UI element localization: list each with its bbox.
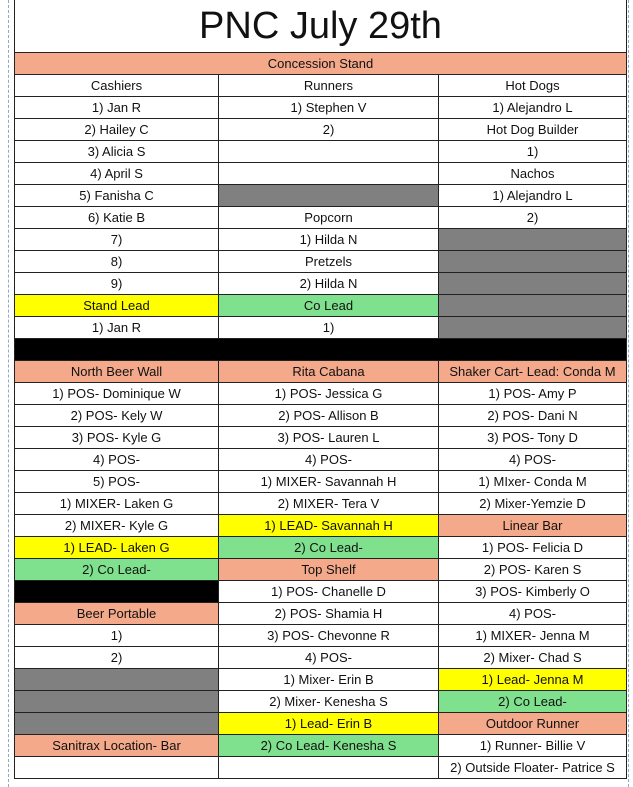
north-beer-wall-header[interactable]: North Beer Wall: [15, 361, 219, 383]
blocked-cell[interactable]: [15, 713, 219, 735]
north-beer-wall-cell[interactable]: 5) POS-: [15, 471, 219, 493]
north-beer-wall-cell[interactable]: 3) POS- Kyle G: [15, 427, 219, 449]
beer-portable-cell[interactable]: 1): [15, 625, 219, 647]
top-shelf-cell[interactable]: 3) POS- Chevonne R: [219, 625, 439, 647]
rita-cabana-cell[interactable]: 1) POS- Jessica G: [219, 383, 439, 405]
linear-bar-cell[interactable]: 1) POS- Felicia D: [439, 537, 627, 559]
blocked-cell[interactable]: [15, 669, 219, 691]
pretzels-header[interactable]: Pretzels: [219, 251, 439, 273]
rita-cabana-lead-cell[interactable]: 1) LEAD- Savannah H: [219, 515, 439, 537]
hot-dogs-header[interactable]: Hot Dogs: [439, 75, 627, 97]
rita-cabana-cell[interactable]: 3) POS- Lauren L: [219, 427, 439, 449]
beer-portable-header[interactable]: Beer Portable: [15, 603, 219, 625]
top-shelf-cell[interactable]: 2) POS- Shamia H: [219, 603, 439, 625]
rita-cabana-cell[interactable]: 4) POS-: [219, 449, 439, 471]
concession-stand-header[interactable]: Concession Stand: [15, 53, 627, 75]
hot-dog-builder-cell[interactable]: 1): [439, 141, 627, 163]
north-beer-wall-cell[interactable]: 2) MIXER- Kyle G: [15, 515, 219, 537]
stand-lead-cell[interactable]: 1) Jan R: [15, 317, 219, 339]
shaker-cart-cell[interactable]: 1) POS- Amy P: [439, 383, 627, 405]
blocked-cell[interactable]: [439, 273, 627, 295]
popcorn-cell[interactable]: 1) Hilda N: [219, 229, 439, 251]
top-shelf-cell[interactable]: 1) POS- Chanelle D: [219, 581, 439, 603]
rita-cabana-cell[interactable]: 1) MIXER- Savannah H: [219, 471, 439, 493]
cashier-cell[interactable]: 8): [15, 251, 219, 273]
empty-cell[interactable]: [219, 163, 439, 185]
north-beer-wall-cell[interactable]: 2) POS- Kely W: [15, 405, 219, 427]
empty-cell[interactable]: [219, 757, 439, 779]
linear-bar-cell[interactable]: 1) MIXER- Jenna M: [439, 625, 627, 647]
co-lead-cell[interactable]: 1): [219, 317, 439, 339]
runners-header[interactable]: Runners: [219, 75, 439, 97]
north-beer-wall-cell[interactable]: 1) MIXER- Laken G: [15, 493, 219, 515]
cashier-cell[interactable]: 6) Katie B: [15, 207, 219, 229]
north-beer-wall-cell[interactable]: 4) POS-: [15, 449, 219, 471]
runner-cell[interactable]: 2): [219, 119, 439, 141]
rita-cabana-co-lead-cell[interactable]: 2) Co Lead-: [219, 537, 439, 559]
section-divider[interactable]: [15, 581, 219, 603]
shaker-cart-cell[interactable]: 4) POS-: [439, 449, 627, 471]
outdoor-runner-cell[interactable]: 1) Runner- Billie V: [439, 735, 627, 757]
top-shelf-cell[interactable]: 2) Mixer- Kenesha S: [219, 691, 439, 713]
cashier-cell[interactable]: 5) Fanisha C: [15, 185, 219, 207]
blocked-cell[interactable]: [219, 185, 439, 207]
cashier-cell[interactable]: 2) Hailey C: [15, 119, 219, 141]
blocked-cell[interactable]: [439, 251, 627, 273]
shaker-cart-cell[interactable]: 1) MIxer- Conda M: [439, 471, 627, 493]
hot-dog-builder-header[interactable]: Hot Dog Builder: [439, 119, 627, 141]
linear-bar-header[interactable]: Linear Bar: [439, 515, 627, 537]
beer-portable-cell[interactable]: 2): [15, 647, 219, 669]
linear-bar-lead-cell[interactable]: 1) Lead- Jenna M: [439, 669, 627, 691]
top-shelf-cell[interactable]: 1) Mixer- Erin B: [219, 669, 439, 691]
sanitrax-location-cell[interactable]: Sanitrax Location- Bar: [15, 735, 219, 757]
top-shelf-co-lead-cell[interactable]: 2) Co Lead- Kenesha S: [219, 735, 439, 757]
top-shelf-cell[interactable]: 4) POS-: [219, 647, 439, 669]
sheet-gridline-right: [628, 0, 629, 787]
nachos-cell[interactable]: 2): [439, 207, 627, 229]
section-divider[interactable]: [15, 339, 627, 361]
north-beer-wall-lead-cell[interactable]: 1) LEAD- Laken G: [15, 537, 219, 559]
linear-bar-cell[interactable]: 4) POS-: [439, 603, 627, 625]
page-title[interactable]: PNC July 29th: [15, 0, 627, 53]
rita-cabana-cell[interactable]: 2) MIXER- Tera V: [219, 493, 439, 515]
linear-bar-cell[interactable]: 2) POS- Karen S: [439, 559, 627, 581]
nachos-cell[interactable]: 1) Alejandro L: [439, 185, 627, 207]
empty-cell[interactable]: [219, 141, 439, 163]
cashier-cell[interactable]: 3) Alicia S: [15, 141, 219, 163]
sheet-gridline-left: [8, 0, 9, 787]
shaker-cart-header[interactable]: Shaker Cart- Lead: Conda M: [439, 361, 627, 383]
cashiers-header[interactable]: Cashiers: [15, 75, 219, 97]
linear-bar-cell[interactable]: 3) POS- Kimberly O: [439, 581, 627, 603]
nachos-header[interactable]: Nachos: [439, 163, 627, 185]
linear-bar-co-lead-cell[interactable]: 2) Co Lead-: [439, 691, 627, 713]
pretzels-cell[interactable]: 2) Hilda N: [219, 273, 439, 295]
hot-dogs-cell[interactable]: 1) Alejandro L: [439, 97, 627, 119]
linear-bar-cell[interactable]: 2) Mixer- Chad S: [439, 647, 627, 669]
popcorn-header[interactable]: Popcorn: [219, 207, 439, 229]
cashier-cell[interactable]: 1) Jan R: [15, 97, 219, 119]
co-lead-header[interactable]: Co Lead: [219, 295, 439, 317]
blocked-cell[interactable]: [439, 229, 627, 251]
shaker-cart-cell[interactable]: 3) POS- Tony D: [439, 427, 627, 449]
north-beer-wall-cell[interactable]: 1) POS- Dominique W: [15, 383, 219, 405]
schedule-sheet: [14, 0, 627, 779]
cashier-cell[interactable]: 7): [15, 229, 219, 251]
outdoor-runner-header[interactable]: Outdoor Runner: [439, 713, 627, 735]
cashier-cell[interactable]: 4) April S: [15, 163, 219, 185]
runner-cell[interactable]: 1) Stephen V: [219, 97, 439, 119]
cashier-cell[interactable]: 9): [15, 273, 219, 295]
blocked-cell[interactable]: [439, 295, 627, 317]
blocked-cell[interactable]: [15, 691, 219, 713]
stand-lead-header[interactable]: Stand Lead: [15, 295, 219, 317]
top-shelf-lead-cell[interactable]: 1) Lead- Erin B: [219, 713, 439, 735]
rita-cabana-header[interactable]: Rita Cabana: [219, 361, 439, 383]
north-beer-wall-co-lead-cell[interactable]: 2) Co Lead-: [15, 559, 219, 581]
shaker-cart-cell[interactable]: 2) Mixer-Yemzie D: [439, 493, 627, 515]
shaker-cart-cell[interactable]: 2) POS- Dani N: [439, 405, 627, 427]
outdoor-runner-cell[interactable]: 2) Outside Floater- Patrice S: [439, 757, 627, 779]
blocked-cell[interactable]: [439, 317, 627, 339]
rita-cabana-cell[interactable]: 2) POS- Allison B: [219, 405, 439, 427]
top-shelf-header[interactable]: Top Shelf: [219, 559, 439, 581]
empty-cell[interactable]: [15, 757, 219, 779]
